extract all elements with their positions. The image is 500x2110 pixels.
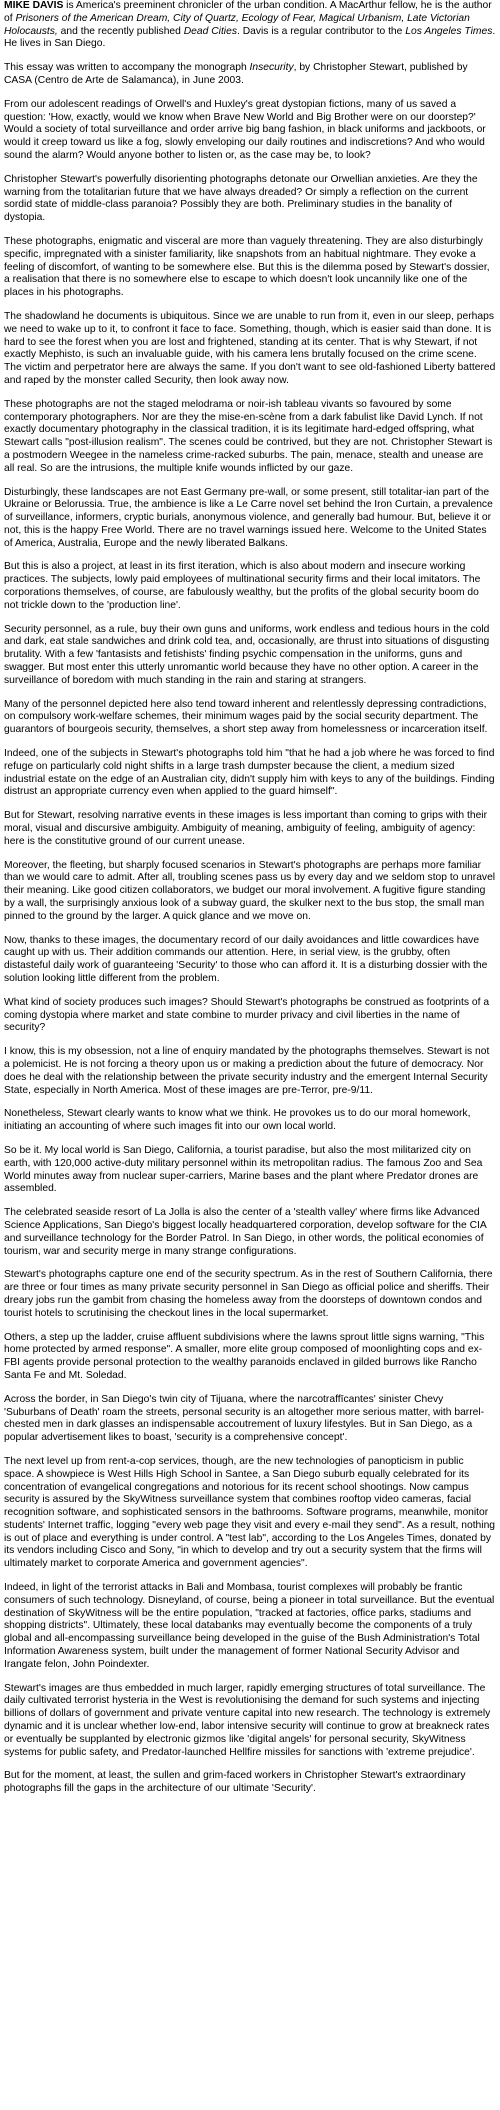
essay-paragraph: Disturbingly, these landscapes are not East Germany pre-wall, or some present, still totalitar-ian part of the Ukraine or Belorussia. True, the ambience is like a Le Carre novel set behind the Iron Curtain, a prevalence of surveillance, informers, cryptic burials, anonymous violence, and generally bad humour. But, believe it or not, this is the happy Free World. There are no travel warnings issued here. Welcome to the United States of America, Australia, Europe and the newly liberated Balkans. <box>4 486 493 549</box>
essay-paragraph: These photographs, enigmatic and visceral are more than vaguely threatening. They are also disturbingly specific, impregnated with a sinister familiarity, like snapshots from an habitual nightmare. They evoke a feeling of discomfort, of wanting to be somewhere else. But this is the dilemma posed by Stewart's dossier, a realisation that there is no somewhere else to escape to which doesn't look uncannily like one of the places in his photographs. <box>4 235 490 299</box>
essay-paragraph: But for Stewart, resolving narrative events in these images is less important than coming to grips with their moral, visual and discursive ambiguity. Ambiguity of meaning, ambiguity of feeling, ambiguity of agency: here is the constitutive ground of our current unease. <box>4 810 488 847</box>
essay-paragraph: Stewart's photographs capture one end of the security spectrum. As in the rest of Southern California, there are three or four times as many private security personnel in San Diego as official police and sheriffs. Their dreary jobs run the gambit from chasing the homeless away from the doorsteps of downtown condos and tourist hotels to scrutinising the checkout lines in the local supermarket. <box>4 1269 493 1319</box>
essay-paragraph: So be it. My local world is San Diego, California, a tourist paradise, but also the most militarized city on earth, with 120,000 active-duty military personnel within its metropolitan radius. The famous Zoo and Sea World minutes away from nuclear super-carriers, Marine bases and the plant where Predator drones are assembled. <box>4 1144 483 1195</box>
essay-paragraph: Now, thanks to these images, the documentary record of our daily avoidances and little cowardices have caught up with us. Their addition commands our attention. Here, in serial view, is the grubby, often distasteful daily work of guaranteeing 'Security' to those who can afford it. It is a disturbing dossier with the solution looking little different from the problem. <box>4 934 488 984</box>
essay-body <box>4 99 496 1796</box>
essay-paragraph: Moreover, the fleeting, but sharply focused scenarios in Stewart's photographs are perhaps more familiar than we would care to admit. After all, troubling scenes pass us by every day and we seldom stop to unravel their meaning. Like good citizen collaborators, we budget our moral involvement. A fugitive figure standing by a wall, the surprisingly anxious look of a subway guard, the skulker next to the bus stop, the small man pinned to the ground by the larger. A quick glance and we move on. <box>4 859 496 922</box>
book-list: Prisoners of the American Dream, City of Quartz, Ecology of Fear, Magical Urbanism, Late Victorian Holocausts, <box>4 12 470 37</box>
essay-paragraph: Many of the personnel depicted here also tend toward inherent and relentlessly depressing contradictions, on compulsory work-welfare schemes, their minimum wages paid by the social security department. The guarantors of bourgeois security, themselves, a short step away from homelessness or incarceration itself. <box>4 698 488 736</box>
essay-note: This essay was written to accompany the monograph Insecurity, by Christopher Stewart, published by CASA (Centro de Arte de Salamanca), in June 2003. <box>4 62 468 86</box>
essay-paragraph: Across the border, in San Diego's twin city of Tijuana, where the narcotraffīcantes' sinister Chevy 'Suburbans of Death' roam the streets, personal security is an altogether more serious matter, with barrel-chested men in dark glasses an indispensable accoutrement of luxury lifestyles. But in San Diego, as a popular advertisement likes to boast, 'security is a comprehensive concept'. <box>4 1393 485 1444</box>
essay-paragraph: But for the moment, at least, the sullen and grim-faced workers in Christopher Stewart's extraordinary photographs fill the gaps in the architecture of our ultimate 'Security'. <box>4 1770 466 1795</box>
essay-paragraph: Christopher Stewart's powerfully disorienting photographs detonate our Orwellian anxieties. Are they the warning from the totalitarian future that we have always dreaded? Or simply a reflection on the current sordid state of middle-class paranoia? Possibly they are both. Preliminary studies in the banality of dystopia. <box>4 173 478 224</box>
essay-paragraph: What kind of society produces such images? Should Stewart's photographs be construed as footprints of a coming dystopia where market and state combine to murder privacy and civil liberties in the name of security? <box>4 996 490 1034</box>
newspaper-name: Los Angeles Times <box>405 25 493 37</box>
essay-paragraph: The next level up from rent-a-cop services, though, are the new technologies of panopticism in public space. A showpiece is West Hills High School in Santee, a San Diego suburb equally celebrated for its concentration of evangelical congregations and notorious for its recent school shootings. Now campus security is assured by the SkyWitness surveillance system that combines rooftop video cameras, facial recognition software, and sophisticated sensors in the bathrooms. Software programs, meanwhile, monitor students' Internet traffic, logging "every web page they visit and every e-mail they send". As a result, nothing is out of place and everything is under control. A "test lab", according to the Los Angeles Times, donated by its vendors including Cisco and Sony, "in which to develop and try out a security system that the firms will ultimately market to corporate America and government agencies". <box>4 1455 496 1570</box>
recent-book: Dead Cities <box>183 25 237 37</box>
essay-paragraph: The celebrated seaside resort of La Jolla is also the center of a 'stealth valley' where firms like Advanced Science Applications, San Diego's biggest locally headquartered corporation, develop software for the CIA and surveillance technology for the Border Patrol. In San Diego, in other words, the political economies of tourism, war and security merge in many strange configurations. <box>4 1207 487 1257</box>
essay-paragraph: From our adolescent readings of Orwell's and Huxley's great dystopian fictions, many of us saved a question: 'How, exactly, would we know when Brave New World and Big Brother were on our doorstep?' Would a society of total surveillance and order arrive big bang fashion, in black uniforms and jackboots, or would it creep toward us like a fog, slowly enveloping our daily routines and indiscretions? And who would sound the alarm? Would anyone bother to listen or, as the case may be, to look? <box>4 98 486 161</box>
monograph-title: Insecurity <box>249 62 294 74</box>
essay-paragraph: These photographs are not the staged melodrama or noir-ish tableau vivants so favoured by some contemporary photographers. Nor are they the mise-en-scène from a dark fabulist like David Lynch. If not exactly documentary photography in the classical tradition, it is its legitimate hard-edged offspring, what Stewart calls "post-illusion realism". The scenes could be contrived, but they are not. Christopher Stewart is a postmodern Weegee in the nameless crime-racked suburbs. The pain, menace, stealth and unease are all real. So are the intrusions, the multiple knife wounds inflicted by our gaze. <box>4 398 493 474</box>
essay-paragraph: Indeed, one of the subjects in Stewart's photographs told him "that he had a job where he was forced to find refuge on particularly cold night shifts in a large trash dumpster because the client, a medium sized industrial estate on the edge of an Australian city, didn't supply him with keys to any of the buildings. Finding distrust an appropriate currency even when applied to the guard himself". <box>4 748 495 798</box>
essay-paragraph: Stewart's images are thus embedded in much larger, rapidly emerging structures of total surveillance. The daily cultivated terrorist hysteria in the West is revolutionising the demand for such systems and injecting billions of dollars of government and private venture capital into new research. The technology is extremely dynamic and it is unclear whether low-end, labor intensive security will continue to grow at breakneck rates or eventually be supplanted by electronic gizmos like 'digital angels' for personal security, SkyWitness systems for public safety, and Predator-launched Hellfire missiles for sanctions with 'extreme prejudice'. <box>4 1682 491 1758</box>
essay-paragraph: The shadowland he documents is ubiquitous. Since we are unable to run from it, even in our sleep, perhaps we need to wake up to it, to confront it face to face. Something, though, which is easier said than done. It is hard to see the forest when you are lost and frightened, standing at its center. That is why Stewart, if not exactly Mephisto, is such an invaluable guide, with his camera lens brutally focused on the crime scene. The victim and perpetrator here are always the same. If you don't want to see old-fashioned Liberty battered and raped by the monster called Security, then look away now. <box>4 310 496 386</box>
author-name: MIKE DAVIS <box>4 0 64 11</box>
essay-paragraph: Indeed, in light of the terrorist attacks in Bali and Mombasa, tourist complexes will probably be frantic consumers of such technology. Disneyland, of course, being a pioneer in total surveillance. But the eventual destination of SkyWitness will be the entire population, "tracked at factories, office parks, stadiums and shopping districts". Ultimately, these local databanks may eventually become the components of a truly global and all-encompassing surveillance being developed in the guise of the Bush Administration's Total Information Awareness system, built under the management of former National Security Advisor and Irangate felon, John Poindexter. <box>4 1582 495 1670</box>
essay-paragraph: Nonetheless, Stewart clearly wants to know what we think. He provokes us to do our moral homework, initiating an accounting of where such images fit into our own local world. <box>4 1108 471 1133</box>
essay-paragraph: But this is also a project, at least in its first iteration, which is also about modern and insecure working practices. The subjects, lowly paid employees of multinational security firms and their local imitators. The corporations themselves, of course, are fabulously wealthy, but the profits of the global security boom do not trickle down to the 'production line'. <box>4 561 481 611</box>
essay-paragraph: Others, a step up the ladder, cruise affluent subdivisions where the lawns sprout little signs warning, "This home protected by armed response". A smaller, more elite group composed of moonlighting cops and ex-FBI agents provide personal protection to the wealthy paranoids enclaved in gilded burrows like Rancho Santa Fe and Mt. Soledad. <box>4 1331 485 1381</box>
essay-paragraph: Security personnel, as a rule, buy their own guns and uniforms, work endless and tedious hours in the cold and dark, eat stale sandwiches and drink cold tea, and, occasionally, are thrust into situations of disgusting brutality. With a few 'fantasists and fetishists' finding psychic compensation in the uniforms, guns and swagger. But most enter this utterly unromantic world because they have no other option. A career in the surveillance of boredom with much standing in the rain and staring at strangers. <box>4 623 490 686</box>
author-bio: MIKE DAVIS is America's preeminent chronicler of the urban condition. A MacArthur fellow, he is the author of Prisoners of the American Dream, City of Quartz, Ecology of Fear, Magical Urbanism, Late Victorian Holocausts, and the recently published Dead Cities. Davis is a regular contributor to the Los Angeles Times. He lives in San Diego. <box>4 0 496 50</box>
essay-paragraph: I know, this is my obsession, not a line of enquiry mandated by the photographs themselves. Stewart is not a polemicist. He is not forcing a theory upon us or making a prediction about the future of democracy. Nor does he deal with the relationship between the private security industry and the emergent Internal Security State, especially in North America. Most of these images are pre-Terror, pre-9/11. <box>4 1046 490 1096</box>
